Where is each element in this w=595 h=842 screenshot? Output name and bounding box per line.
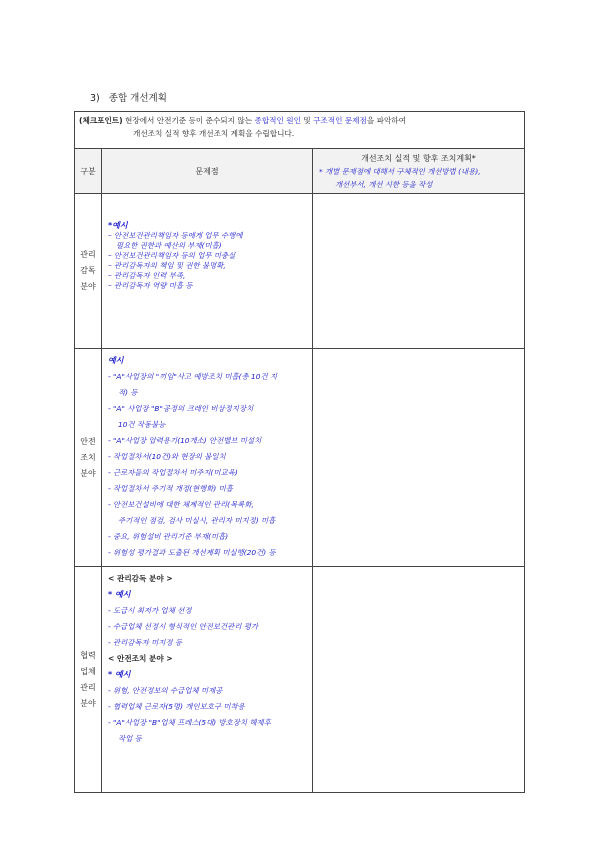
list-item: – 관리감독자의 책임 및 권한 불명확, <box>108 261 226 270</box>
list-item: 10건 작동불능 <box>118 420 166 429</box>
category-text: 관리 <box>80 250 96 259</box>
section-heading <box>90 90 173 104</box>
category-text: 조치 <box>80 452 96 462</box>
list-item: 적) 등 <box>118 388 138 397</box>
list-item: - "A" 사업장 "B"공정의 크레인 비상정지장치 <box>108 404 254 413</box>
list-item: - "A"사업장 압력용기(10개소) 안전밸브 미설치 <box>108 436 262 445</box>
list-item: - 근로자들의 작업절차서 미주지(미교육) <box>108 468 238 477</box>
header-problem: 문제점 <box>102 149 313 194</box>
plan-cell <box>313 567 525 793</box>
list-item: – 관리감독자 역량 미흡 등 <box>108 281 193 290</box>
category-cell <box>75 349 102 567</box>
example-label: * 예시 <box>108 670 131 679</box>
block-title-management: < 관리감독 분야 > <box>108 574 173 583</box>
checkpoint-cell <box>75 112 525 149</box>
header-category: 구분 <box>75 149 102 194</box>
checkpoint-label: (체크포인트) <box>79 116 123 125</box>
list-item: - 도급시 최저가 업체 선정 <box>108 606 192 615</box>
checkpoint-row <box>75 112 525 149</box>
list-item: - 수급업체 선정시 형식적인 안전보건관리 평가 <box>108 622 259 631</box>
header-plan-note-1: * 개별 문제점에 대해서 구체적인 개선방법 (내용), <box>319 166 481 176</box>
list-item: - 안전보건설비에 대한 체계적인 관리(목록화, <box>108 500 254 509</box>
list-item: - 위험성 평가결과 도출된 개선계획 미실행(20건) 등 <box>108 548 276 557</box>
problem-cell <box>102 349 313 567</box>
checkpoint-highlight-cause: 종합적인 원인 <box>254 116 301 125</box>
checkpoint-text-a: 현장에서 안전기준 등이 준수되지 않는 <box>122 116 255 125</box>
category-text: 분야 <box>80 468 96 478</box>
list-item: – 안전보건관리책임자 등의 업무 미충실 <box>108 251 236 260</box>
category-text: 업체 <box>80 666 96 676</box>
header-plan-title: 개선조치 실적 및 향후 조치계획* <box>361 153 476 163</box>
category-text: 분야 <box>80 282 96 291</box>
section-title: 종합 개선계획 <box>108 93 167 104</box>
list-item: - 위험, 안전정보의 수급업체 미제공 <box>108 686 223 695</box>
example-label: * 예시 <box>108 590 131 599</box>
category-text: 관리 <box>80 682 96 692</box>
improvement-plan-table <box>74 111 525 793</box>
section-number: 3) <box>90 93 100 104</box>
list-item: – 관리감독자 인력 부족, <box>108 271 186 280</box>
category-cell <box>75 567 102 793</box>
plan-cell <box>313 349 525 567</box>
example-label: *예시 <box>108 221 128 230</box>
problem-cell <box>102 194 313 349</box>
list-item: 필요한 권한과 예산의 부재(미흡) <box>116 241 222 250</box>
block-title-safety: < 안전조치 분야 > <box>108 654 173 663</box>
category-text: 협력 <box>80 650 96 660</box>
checkpoint-text-b: 및 <box>300 116 314 125</box>
list-item: - 관리감독자 미지정 등 <box>108 638 182 647</box>
checkpoint-highlight-problem: 구조적인 문제점 <box>313 116 367 125</box>
problem-cell <box>102 567 313 793</box>
plan-cell <box>313 194 525 349</box>
category-cell <box>75 194 102 349</box>
header-row <box>75 149 525 194</box>
list-item: – 안전보건관리책임자 등에게 업무 수행에 <box>108 231 243 240</box>
list-item: 주기적인 점검, 검사 미실시, 관리자 미지정) 미흡 <box>118 516 276 525</box>
category-text: 안전 <box>80 436 96 446</box>
table-row <box>75 349 525 567</box>
checkpoint-line-2: 개선조치 실적 향후 개선조치 계획을 수립합니다. <box>133 129 295 138</box>
list-item: - 작업절차서 주기적 개정(현행화) 미흡 <box>108 484 233 493</box>
header-plan-note-2: 개선부서, 개선 시한 등을 작성 <box>335 179 433 189</box>
checkpoint-text-c: 을 파악하여 <box>366 116 406 125</box>
list-item: - 중요, 위험설비 관리기준 부재(미흡) <box>108 532 229 541</box>
header-plan-cell <box>313 149 525 194</box>
table-row <box>75 194 525 349</box>
list-item: - 협력업체 근로자(5명) 개인보호구 미착용 <box>108 702 245 711</box>
list-item: 작업 등 <box>118 734 142 743</box>
list-item: - "A"사업장 "B"업체 프레스(5대) 방호장치 해제후 <box>108 718 271 727</box>
table-row <box>75 567 525 793</box>
category-text: 분야 <box>80 698 96 708</box>
example-label: 예시 <box>108 356 124 365</box>
list-item: - 작업절차서(10건)와 현장의 불일치 <box>108 452 226 461</box>
category-text: 감독 <box>80 266 96 275</box>
checkpoint-line-1 <box>79 114 520 127</box>
list-item: - "A"사업장의 "끼임"사고 예방조치 미흡(총 10건 지 <box>108 372 278 381</box>
